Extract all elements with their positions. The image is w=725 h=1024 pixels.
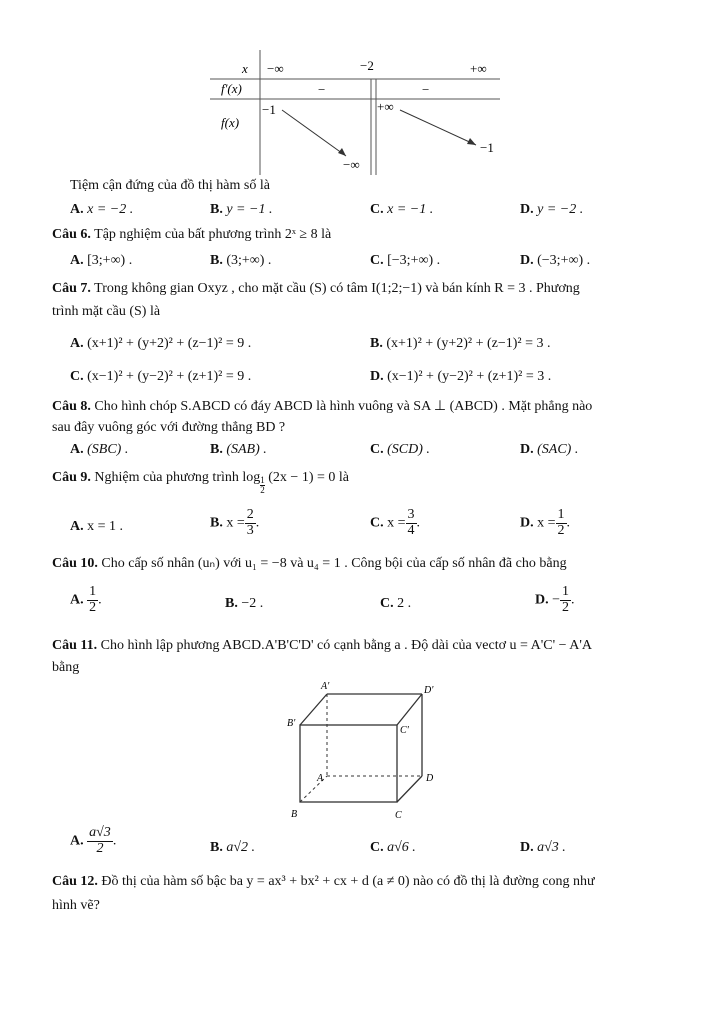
q7-option-b[interactable]: B. (x+1)² + (y+2)² + (z−1)² = 3 .: [370, 336, 551, 351]
q7-option-c[interactable]: C. (x−1)² + (y−2)² + (z+1)² = 9 .: [70, 369, 252, 384]
x-value-pos-inf: +∞: [470, 61, 487, 76]
q6-option-b[interactable]: B. (3;+∞) .: [210, 253, 272, 268]
decrease-arrow-right: [400, 110, 476, 145]
q7-option-d[interactable]: D. (x−1)² + (y−2)² + (z+1)² = 3 .: [370, 369, 552, 384]
q11-option-a[interactable]: A. $\frac{a√3}{2}$ .: [70, 825, 117, 856]
q9-option-b[interactable]: B. x = $\frac{2}{3}$ .: [210, 507, 260, 538]
q5-option-d[interactable]: D. y = −2 .: [520, 202, 584, 217]
q7-stem-line2: trình mặt cầu (S) là: [52, 304, 161, 319]
q11-stem-line2: bằng: [52, 660, 80, 675]
q8-stem-line1: Câu 8. Cho hình chóp S.ABCD có đáy ABCD là hình vuông và SA ⊥ (ABCD) . Mặt phẳng nào: [52, 399, 593, 414]
q6-option-d[interactable]: D. (−3;+∞) .: [520, 253, 591, 268]
q8-option-a[interactable]: A. (SBC) .: [70, 442, 129, 457]
q12-stem-line2: hình vẽ?: [52, 898, 100, 913]
cube-label-a: A: [317, 773, 324, 784]
q7-option-a[interactable]: A. (x+1)² + (y+2)² + (z−1)² = 9 .: [70, 336, 252, 351]
x-value-neg-2: −2: [360, 58, 374, 73]
q10-option-b[interactable]: B. −2 .: [225, 596, 264, 611]
q5-option-b[interactable]: B. y = −1 .: [210, 202, 273, 217]
x-value-neg-inf: −∞: [267, 61, 284, 76]
cube-label-c-prime: C': [400, 725, 409, 736]
table-x-label: x: [242, 61, 248, 76]
q11-option-d[interactable]: D. a√3 .: [520, 840, 566, 855]
q6-option-a[interactable]: A. [3;+∞) .: [70, 253, 133, 268]
f-value-left-start: −1: [262, 102, 276, 117]
f-value-left-end: −∞: [343, 157, 360, 172]
q9-option-d[interactable]: D. x = $\frac{1}{2}$ .: [520, 507, 571, 538]
q11-option-b[interactable]: B. a√2 .: [210, 840, 256, 855]
q8-stem-line2: sau đây vuông góc với đường thẳng BD ?: [52, 420, 286, 435]
q10-option-d[interactable]: D. − $\frac{1}{2}$ .: [535, 584, 575, 615]
variation-table: [210, 50, 510, 175]
q5-option-a[interactable]: A. x = −2 .: [70, 202, 134, 217]
q9-option-a[interactable]: A. x = 1 .: [70, 519, 124, 534]
table-fprime-label: f'(x): [221, 81, 242, 96]
q6-stem: Câu 6. Tập nghiệm của bất phương trình 2ˣ ≥ 8 là: [52, 227, 332, 242]
f-value-right-start: +∞: [377, 99, 394, 114]
q11-option-c[interactable]: C. a√6 .: [370, 840, 416, 855]
q6-option-c[interactable]: C. [−3;+∞) .: [370, 253, 441, 268]
q9-stem: Câu 9. Nghiệm của phương trình log $\frac{1}{2}$ (2x − 1) = 0 là: [52, 470, 349, 495]
cube-label-b: B: [291, 809, 298, 820]
q5-stem: Tiệm cận đứng của đồ thị hàm số là: [70, 178, 270, 193]
q10-option-a[interactable]: A. $\frac{1}{2}$ .: [70, 584, 102, 615]
q8-option-c[interactable]: C. (SCD) .: [370, 442, 430, 457]
q10-option-c[interactable]: C. 2 .: [380, 596, 412, 611]
q11-stem-line1: Câu 11. Cho hình lập phương ABCD.A'B'C'D' có cạnh bằng a . Độ dài của vectơ u = A'C' − A'A: [52, 638, 592, 653]
decrease-arrow-left: [282, 110, 346, 156]
q9-option-c[interactable]: C. x = $\frac{3}{4}$ .: [370, 507, 421, 538]
q5-option-c[interactable]: C. x = −1 .: [370, 202, 434, 217]
q12-stem-line1: Câu 12. Đồ thị của hàm số bậc ba y = ax³ + bx² + cx + d (a ≠ 0) nào có đồ thị là đường cong như: [52, 874, 595, 889]
cube-label-d-prime: D': [424, 685, 434, 696]
cube-figure: [285, 680, 445, 825]
fprime-sign-right: −: [422, 82, 430, 97]
cube-label-a-prime: A': [321, 681, 330, 692]
f-value-right-end: −1: [480, 140, 494, 155]
q8-option-d[interactable]: D. (SAC) .: [520, 442, 579, 457]
q10-stem: Câu 10. Cho cấp số nhân (uₙ) với u₁ = −8 và u₄ = 1 . Công bội của cấp số nhân đã cho bằng: [52, 556, 567, 571]
cube-label-b-prime: B': [287, 718, 296, 729]
cube-label-c: C: [395, 810, 402, 821]
q8-option-b[interactable]: B. (SAB) .: [210, 442, 267, 457]
q7-stem-line1: Câu 7. Trong không gian Oxyz , cho mặt cầu (S) có tâm I(1;2;−1) và bán kính R = 3 . Phương: [52, 281, 580, 296]
cube-label-d: D: [426, 773, 434, 784]
table-f-label: f(x): [221, 115, 240, 130]
fprime-sign-left: −: [318, 82, 326, 97]
